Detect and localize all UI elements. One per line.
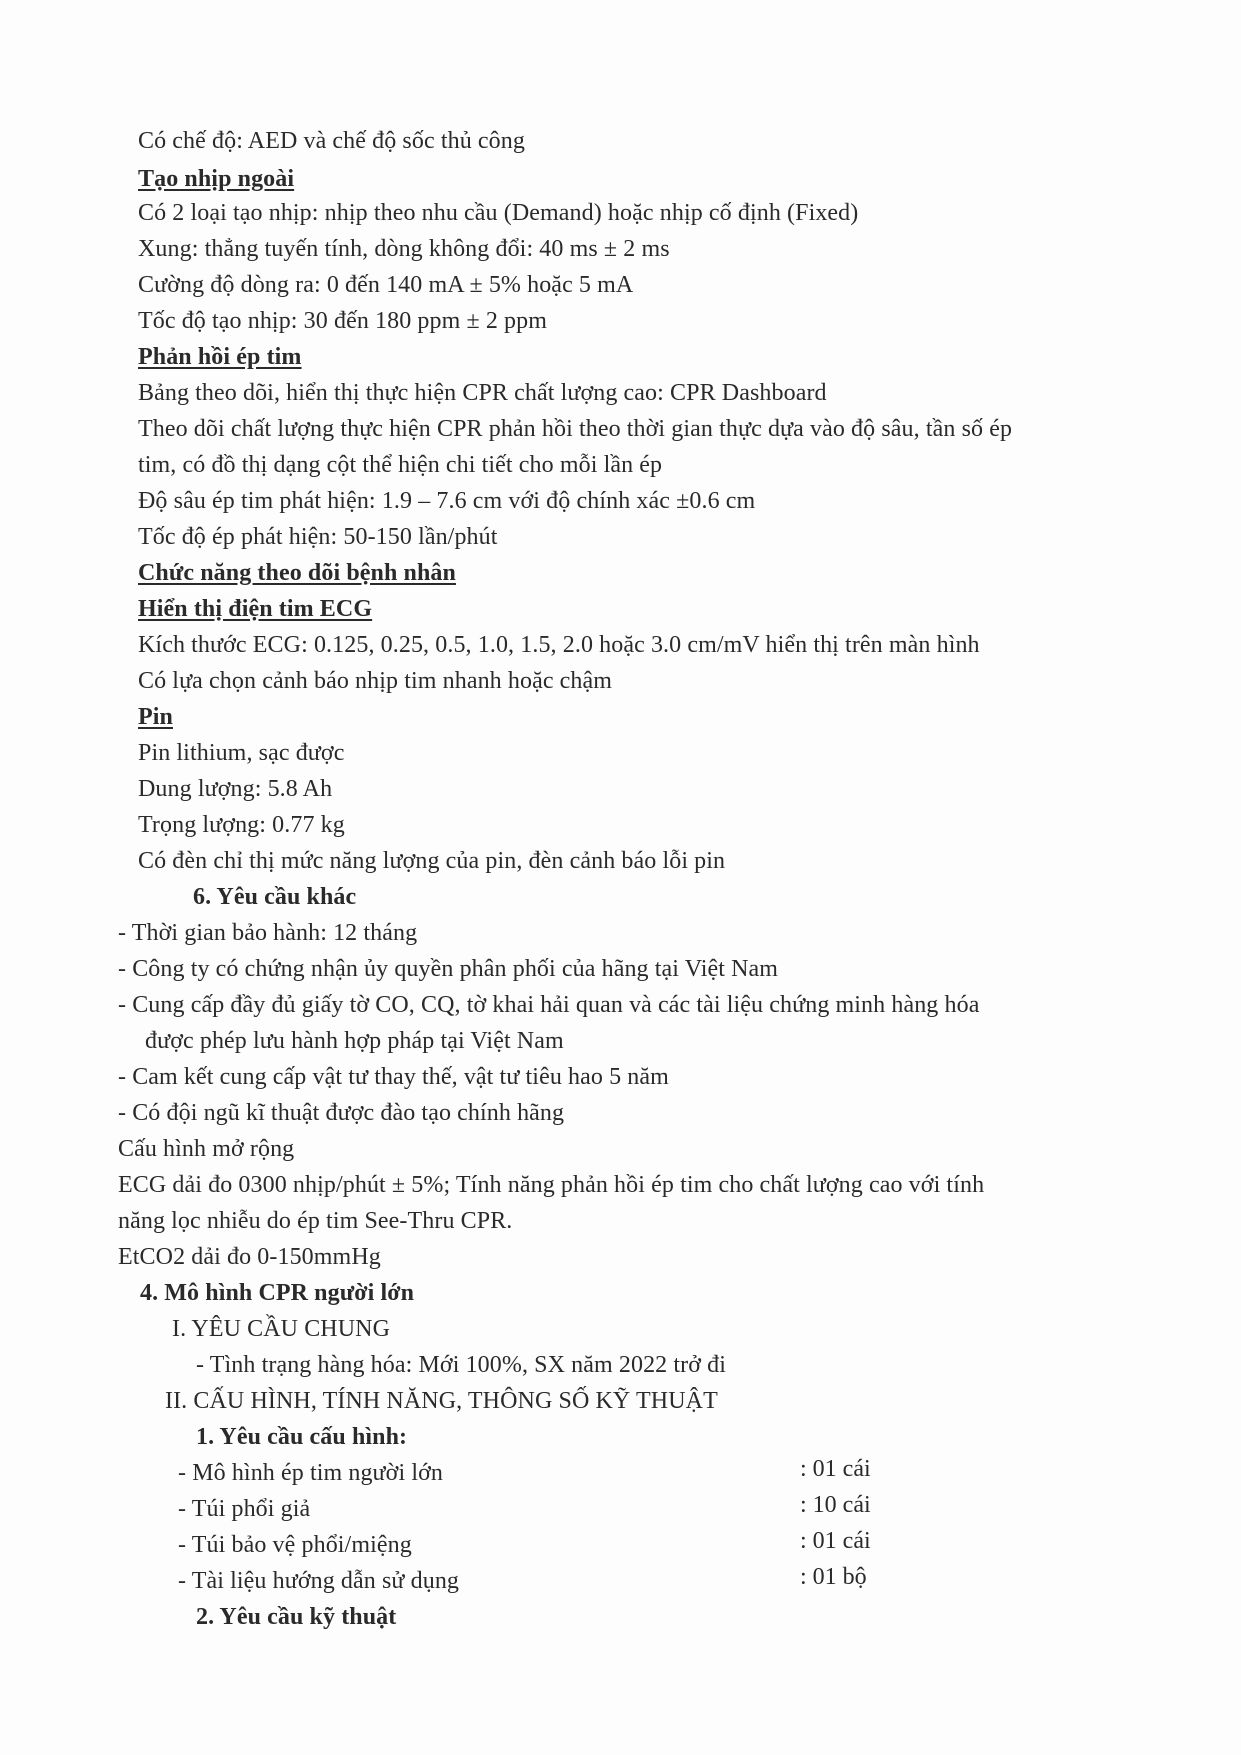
text-line: tim, có đồ thị dạng cột thể hiện chi tiết cho mỗi lần ép <box>138 452 663 478</box>
text-line: ECG dải đo 0300 nhịp/phút ± 5%; Tính năng phản hồi ép tim cho chất lượng cao với tính <box>118 1172 985 1198</box>
section-heading-cpr-feedback: Phản hồi ép tim <box>138 344 302 370</box>
section-heading-pacing: Tạo nhịp ngoài <box>138 166 295 192</box>
text-line: Kích thước ECG: 0.125, 0.25, 0.5, 1.0, 1.5, 2.0 hoặc 3.0 cm/mV hiển thị trên màn hình <box>138 632 980 658</box>
config-item-qty: : 01 cái <box>800 1528 871 1554</box>
text-line: Tốc độ tạo nhịp: 30 đến 180 ppm ± 2 ppm <box>138 308 548 334</box>
text-line: EtCO2 dải đo 0-150mmHg <box>118 1244 381 1270</box>
text-line: Tốc độ ép phát hiện: 50-150 lần/phút <box>138 524 498 550</box>
section-heading-configuration: 1. Yêu cầu cấu hình: <box>196 1424 408 1450</box>
text-line: Bảng theo dõi, hiển thị thực hiện CPR chất lượng cao: CPR Dashboard <box>138 380 827 406</box>
text-line: Cường độ dòng ra: 0 đến 140 mA ± 5% hoặc 5 mA <box>138 272 634 298</box>
config-item-label: - Tài liệu hướng dẫn sử dụng <box>178 1568 460 1594</box>
section-heading-battery: Pin <box>138 704 173 730</box>
config-item-label: - Túi phổi giả <box>178 1496 311 1522</box>
text-line: Trọng lượng: 0.77 kg <box>138 812 345 838</box>
list-item: - Cung cấp đầy đủ giấy tờ CO, CQ, tờ khai hải quan và các tài liệu chứng minh hàng hóa <box>118 992 980 1018</box>
text-line: Độ sâu ép tim phát hiện: 1.9 – 7.6 cm với độ chính xác ±0.6 cm <box>138 488 756 514</box>
config-item-label: - Mô hình ép tim người lớn <box>178 1460 443 1486</box>
text-line: Có đèn chỉ thị mức năng lượng của pin, đèn cảnh báo lỗi pin <box>138 848 726 874</box>
text-line: Có chế độ: AED và chế độ sốc thủ công <box>138 128 525 154</box>
config-item-qty: : 10 cái <box>800 1492 871 1518</box>
section-heading-ecg: Hiển thị điện tim ECG <box>138 596 373 622</box>
text-line: Có lựa chọn cảnh báo nhịp tim nhanh hoặc chậm <box>138 668 613 694</box>
config-item-qty: : 01 cái <box>800 1456 871 1482</box>
config-item-qty: : 01 bộ <box>800 1564 867 1590</box>
list-item: - Thời gian bảo hành: 12 tháng <box>118 920 418 946</box>
section-heading-technical-requirements: 2. Yêu cầu kỹ thuật <box>196 1604 397 1630</box>
list-item: - Tình trạng hàng hóa: Mới 100%, SX năm 2022 trở đi <box>196 1352 726 1378</box>
section-heading-patient-monitoring: Chức năng theo dõi bệnh nhân <box>138 560 456 586</box>
text-line: Pin lithium, sạc được <box>138 740 345 766</box>
section-heading-specifications: II. CẤU HÌNH, TÍNH NĂNG, THÔNG SỐ KỸ THUẬT <box>165 1388 718 1414</box>
list-item-continuation: được phép lưu hành hợp pháp tại Việt Nam <box>145 1028 564 1054</box>
text-line: Xung: thẳng tuyến tính, dòng không đổi: 40 ms ± 2 ms <box>138 236 670 262</box>
section-heading-cpr-model: 4. Mô hình CPR người lớn <box>140 1280 415 1306</box>
list-item: - Công ty có chứng nhận ủy quyền phân phối của hãng tại Việt Nam <box>118 956 779 982</box>
text-line: năng lọc nhiễu do ép tim See-Thru CPR. <box>118 1208 513 1234</box>
list-item: - Cam kết cung cấp vật tư thay thế, vật tư tiêu hao 5 năm <box>118 1064 669 1090</box>
section-heading-other-requirements: 6. Yêu cầu khác <box>193 884 357 910</box>
text-line: Có 2 loại tạo nhịp: nhịp theo nhu cầu (Demand) hoặc nhịp cố định (Fixed) <box>138 200 859 226</box>
text-line: Theo dõi chất lượng thực hiện CPR phản hồi theo thời gian thực dựa vào độ sâu, tần số ép <box>138 416 1013 442</box>
config-item-label: - Túi bảo vệ phổi/miệng <box>178 1532 412 1558</box>
list-item: - Có đội ngũ kĩ thuật được đào tạo chính hãng <box>118 1100 565 1126</box>
text-line: Cấu hình mở rộng <box>118 1136 295 1162</box>
section-heading-general-requirements: I. YÊU CẦU CHUNG <box>172 1316 391 1342</box>
text-line: Dung lượng: 5.8 Ah <box>138 776 333 802</box>
